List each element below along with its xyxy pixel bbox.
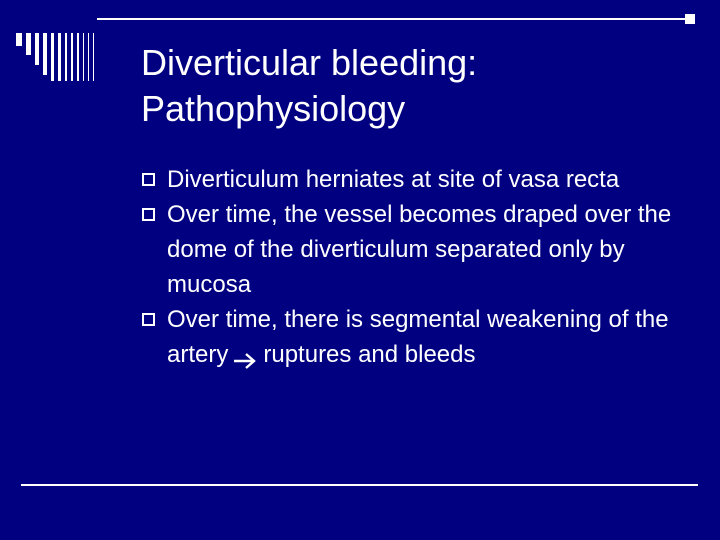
hollow-square-bullet-icon: [142, 208, 155, 221]
hollow-square-bullet-icon: [142, 173, 155, 186]
bullet-text-after-arrow: ruptures and bleeds: [263, 341, 476, 368]
bullet-item: [142, 302, 702, 372]
slide-title: [141, 40, 701, 132]
bullet-list: [142, 162, 702, 372]
top-rule-square-icon: [685, 14, 695, 24]
slide-title-line1: Diverticular bleeding:: [141, 42, 478, 83]
bullet-text: Over time, the vessel becomes draped over the dome of the diverticulum separated only by mucosa: [167, 201, 672, 298]
right-arrow-icon: [233, 345, 257, 363]
vertical-bars-decoration-icon: [16, 33, 116, 93]
top-rule-line: [97, 18, 695, 20]
bullet-text: Diverticulum herniates at site of vasa recta: [167, 166, 620, 193]
bullet-item: [142, 162, 702, 197]
bullet-text-before-arrow: Over time, there is segmental weakening of the artery: [167, 306, 669, 368]
bullet-item: [142, 197, 702, 302]
slide-title-line2: Pathophysiology: [141, 88, 406, 129]
bottom-rule-line: [21, 484, 698, 486]
hollow-square-bullet-icon: [142, 313, 155, 326]
